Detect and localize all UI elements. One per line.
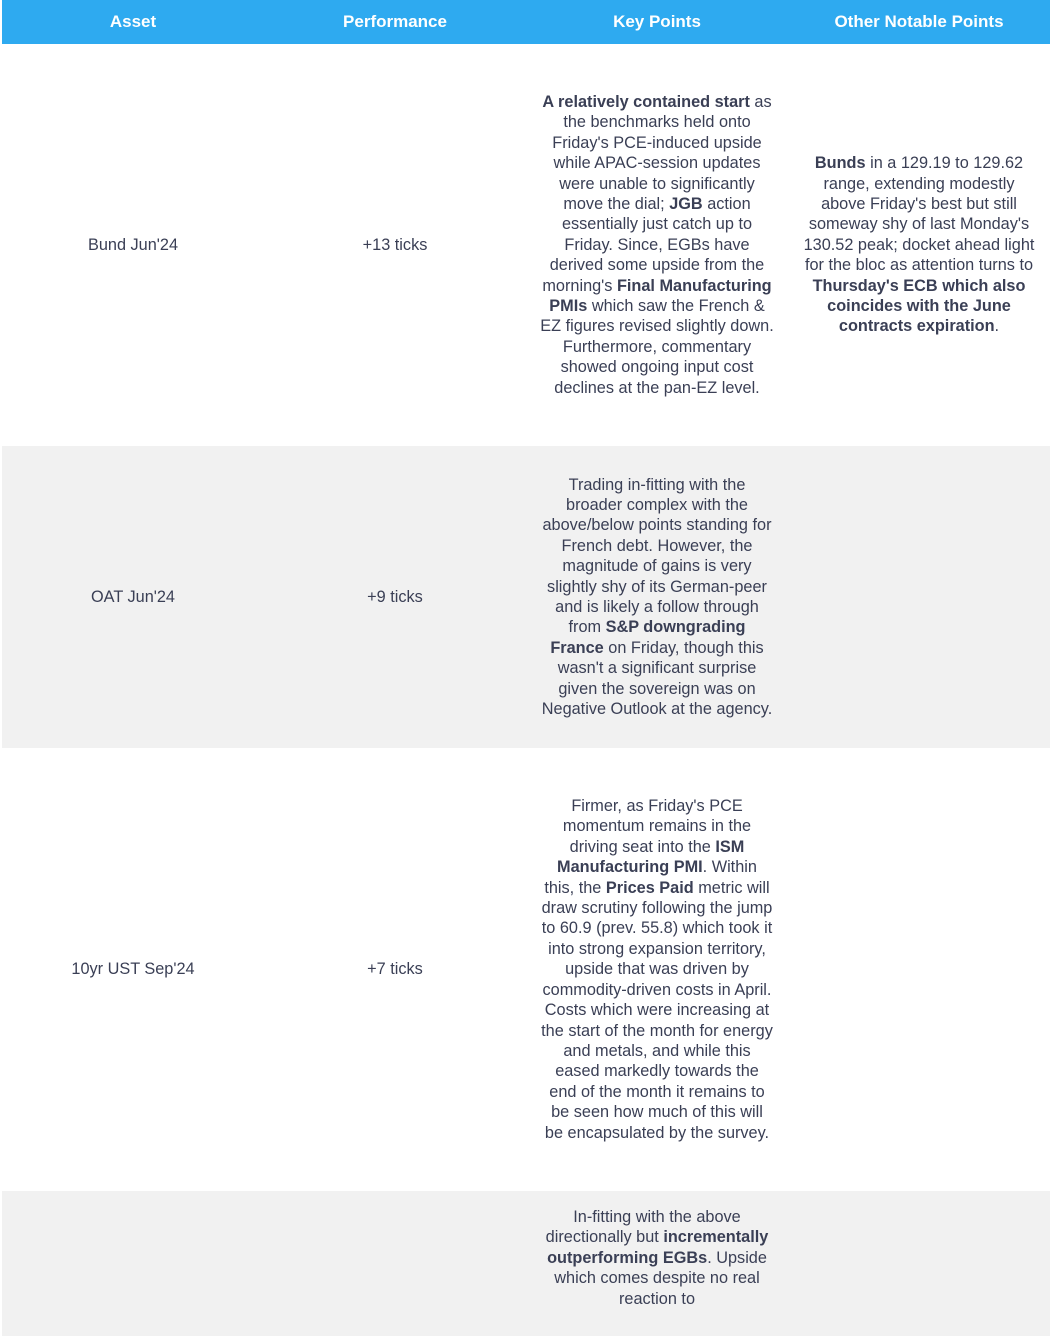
performance-cell: +9 ticks bbox=[367, 587, 423, 606]
bold-text-run: A relatively contained start bbox=[542, 92, 750, 111]
table-row bbox=[2, 1191, 1050, 1336]
bold-text-run: Final Manufacturing PMIs bbox=[549, 276, 772, 316]
bold-text-run: Prices Paid bbox=[605, 878, 694, 897]
table-header bbox=[2, 0, 1050, 44]
text-run: as the benchmarks held onto Friday's PCE-induced upside while APAC-session updates were unable to significantly move the dial; bbox=[552, 92, 772, 213]
text-run: Trading in-fitting with the broader complex with the above/below points standing for French debt. However, the magnitude of gains is very slightly shy of its German-peer and is likely a follow through from bbox=[542, 475, 772, 637]
asset-cell bbox=[2, 1191, 264, 1336]
key-points-cell bbox=[526, 748, 788, 1191]
other-points-cell bbox=[788, 748, 1050, 1191]
text-run: In-fitting with the above directionally but bbox=[545, 1208, 741, 1247]
header-other-points: Other Notable Points bbox=[834, 12, 1004, 31]
asset-cell: Bund Jun'24 bbox=[87, 235, 179, 254]
header-key-points: Key Points bbox=[613, 12, 701, 31]
text-run: Firmer, as Friday's PCE momentum remains in the driving seat into the bbox=[562, 797, 752, 856]
table-row bbox=[2, 748, 1050, 1191]
other-points-text bbox=[802, 153, 1036, 337]
asset-cell: OAT Jun'24 bbox=[91, 587, 175, 606]
text-run: . Upside which comes despite no real reaction to bbox=[554, 1248, 767, 1308]
header-asset: Asset bbox=[109, 12, 157, 31]
text-run: . Within this, the bbox=[544, 858, 757, 897]
bold-text-run: Bunds bbox=[814, 154, 866, 173]
bold-text-run: S&P downgrading France bbox=[550, 618, 746, 657]
table-row bbox=[2, 44, 1050, 446]
asset-cell: 10yr UST Sep'24 bbox=[71, 960, 195, 979]
text-run: action essentially just catch up to Friday. Since, EGBs have derived some upside from the morning's bbox=[542, 194, 765, 295]
bold-text-run: ISM Manufacturing PMI bbox=[557, 837, 745, 877]
text-run: metric will draw scrutiny following the jump to 60.9 (prev. 55.8) which took it into strong expansion territory, upside that was driven by commodity-driven costs in April. Costs which were increasing at the start of the month for energy and metals, and while this eased markedly towards the end of the month it remains to be seen how much of this will be encapsulated by the survey. bbox=[541, 878, 773, 1142]
key-points-cell bbox=[526, 1191, 788, 1336]
text-run: . bbox=[994, 317, 1000, 336]
text-run: on Friday, though this wasn't a significant surprise given the sovereign was on Negative Outlook at the agency. bbox=[541, 638, 773, 719]
other-points-cell bbox=[788, 1191, 1050, 1336]
header-performance: Performance bbox=[343, 12, 447, 31]
other-points-cell bbox=[788, 44, 1050, 446]
rates-table bbox=[2, 0, 1050, 1336]
text-run: in a 129.19 to 129.62 range, extending modestly above Friday's best but still someway shy of last Monday's 130.52 peak; docket ahead light for the bloc as attention turns to bbox=[803, 154, 1035, 275]
performance-cell: +13 ticks bbox=[362, 235, 428, 254]
text-run: which saw the French & EZ figures revised slightly down. Furthermore, commentary showed ongoing input cost declines at the pan-EZ level. bbox=[540, 297, 774, 397]
bold-text-run: JGB bbox=[669, 194, 703, 213]
key-points-text bbox=[540, 1207, 774, 1309]
performance-cell bbox=[264, 1191, 526, 1336]
key-points-cell bbox=[526, 446, 788, 748]
table-row bbox=[2, 446, 1050, 748]
key-points-cell bbox=[526, 44, 788, 446]
bold-text-run: Thursday's ECB which also coincides with the June contracts expiration bbox=[812, 276, 1026, 336]
key-points-text bbox=[540, 92, 774, 398]
key-points-text bbox=[540, 475, 774, 720]
bold-text-run: incrementally outperforming EGBs bbox=[547, 1228, 769, 1267]
performance-cell: +7 ticks bbox=[367, 960, 423, 979]
other-points-cell bbox=[788, 446, 1050, 748]
key-points-text bbox=[540, 796, 774, 1143]
